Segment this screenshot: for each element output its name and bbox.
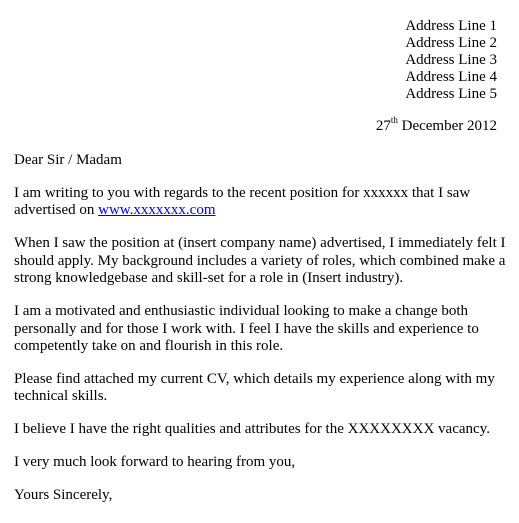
paragraph-motivation: I am a motivated and enthusiastic individual looking to make a change both personally and for those I work with. I feel I have the skills and experience to competently take on and flourish in this role. [14, 303, 479, 355]
address-line-4: Address Line 4 [405, 69, 497, 85]
address-block [405, 18, 497, 103]
paragraph-intro-text: I am writing to you with regards to the recent position for xxxxxx that I saw advertised on [14, 185, 471, 219]
date-suffix: th [390, 115, 398, 125]
date-month-year: December 2012 [397, 118, 497, 134]
address-line-2: Address Line 2 [405, 35, 497, 51]
address-line-1: Address Line 1 [405, 18, 497, 34]
salutation: Dear Sir / Madam [14, 152, 122, 168]
address-line-5: Address Line 5 [405, 86, 497, 102]
letter-date [375, 115, 497, 135]
paragraph-cv: Please find attached my current CV, which details my experience along with my technical skills. [14, 371, 495, 405]
paragraph-intro [14, 185, 514, 220]
closing: Yours Sincerely, [14, 487, 113, 504]
paragraph-look-forward: I very much look forward to hearing from you, [14, 454, 296, 471]
cover-letter [14, 0, 514, 523]
date-day: 27 [375, 118, 391, 134]
website-link[interactable]: www.xxxxxxx.com [98, 202, 216, 219]
paragraph-background: When I saw the position at (insert company name) advertised, I immediately felt I should apply. My background includes a variety of roles, which combined make a strong knowledgebase and skill-set for a role in (Insert industry). [14, 235, 506, 287]
address-line-3: Address Line 3 [405, 52, 497, 68]
paragraph-qualities: I believe I have the right qualities and attributes for the XXXXXXXX vacancy. [14, 421, 490, 438]
letter-body [14, 152, 514, 520]
